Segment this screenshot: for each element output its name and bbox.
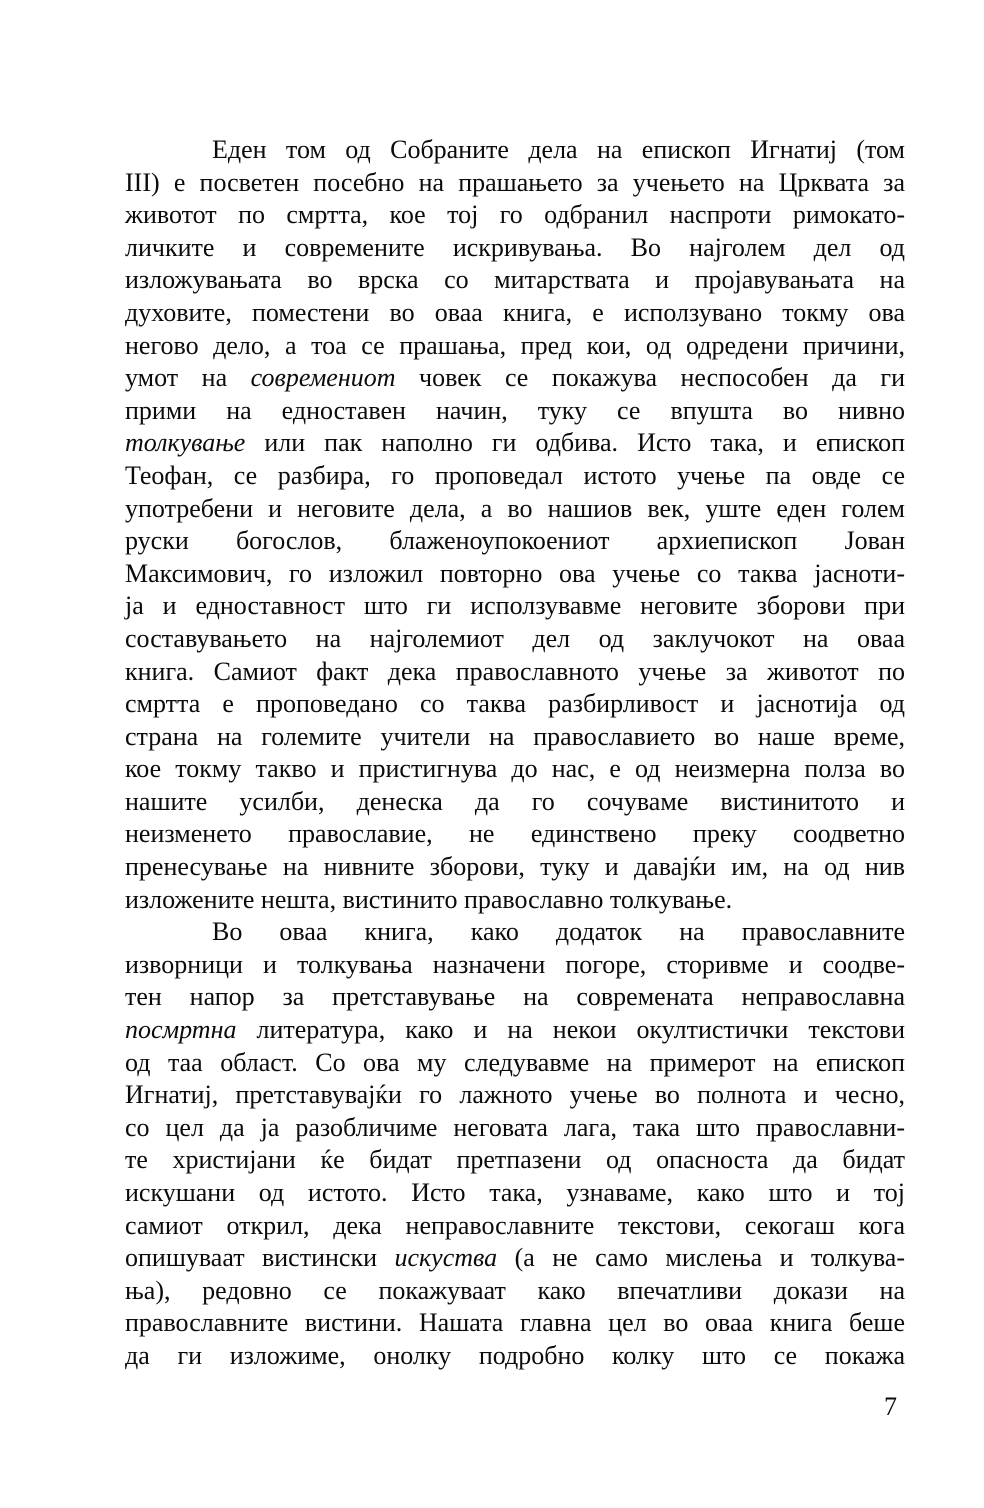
body-text: изложувањата во врска со митарствата и пројавувањата на [125,265,905,295]
body-text: ја и едноставност што ги исползувавме неговите зборови при [125,591,905,621]
text-line [125,232,905,265]
text-line [125,1177,905,1210]
text-line [125,981,905,1014]
text-line [125,330,905,363]
body-text: или пак наполно ги одбива. Исто така, и епископ [245,428,905,458]
body-text: опишуваат вистински [125,1243,395,1273]
text-line [125,362,905,395]
text-block [125,134,905,1373]
body-text: самиот открил, дека неправославните текстови, секогаш кога [125,1210,905,1240]
text-line [125,199,905,232]
text-line [125,884,905,917]
text-line [125,851,905,884]
text-line [125,1275,905,1308]
body-text: животот по смртта, кое тој го одбранил наспроти римокато- [125,200,905,230]
emphasized-text: современиот [250,363,396,393]
text-line [125,753,905,786]
body-text: Максимович, го изложил повторно ова учење со таква јасноти- [125,558,905,588]
text-line [125,949,905,982]
body-text: од таа област. Со ова му следувавме на примерот на епископ [125,1047,905,1077]
text-line [125,656,905,689]
body-text: Теофан, се разбира, го проповедал истото учење па овде се [125,460,905,490]
body-text: книга. Самиот факт дека православното учење за животот по [125,656,905,686]
text-line [125,1047,905,1080]
text-line [125,1014,905,1047]
page-number: 7 [884,1392,897,1421]
body-text: смртта е проповедано со таква разбирливост и јаснотија од [125,689,905,719]
text-line [125,1242,905,1275]
text-line [125,623,905,656]
text-line [125,558,905,591]
text-line [125,264,905,297]
text-line [125,1079,905,1112]
body-text: страна на големите учители на православието во наше време, [125,721,905,751]
text-line [125,1307,905,1340]
body-text: те христијани ќе бидат претпазени од опасноста да бидат [125,1145,905,1175]
text-line [125,395,905,428]
text-line [125,525,905,558]
body-text: (а не само мислења и толкува- [497,1243,906,1273]
text-line [125,1144,905,1177]
body-text: нашите усилби, денеска да го сочуваме вистинитото и [125,786,905,816]
body-text: ња), редовно се покажуваат како впечатливи докази на [125,1275,905,1305]
text-line [125,916,905,949]
body-text: личките и современите искривувања. Во најголем дел од [125,232,905,262]
body-text: изворници и толкувања назначени погоре, сторивме и соодве- [125,949,905,979]
text-line [125,786,905,819]
body-text: да ги изложиме, онолку подробно колку што се покажа [125,1340,905,1370]
text-line [125,721,905,754]
body-text: православните вистини. Нашата главна цел во оваа книга беше [125,1308,905,1338]
body-text: пренесување на нивните зборови, туку и давајќи им, на од нив [125,852,905,882]
emphasized-text: искуства [394,1243,498,1273]
body-text: негово дело, а тоа се прашања, пред кои, од одредени причини, [125,330,905,360]
emphasized-text: толкување [125,428,246,458]
body-text: Во оваа книга, како додаток на православните [212,917,905,947]
text-line [125,818,905,851]
text-line [125,1340,905,1373]
body-text: руски богослов, блаженоупокоениот архиепископ Јован [125,526,905,556]
text-line [125,493,905,526]
text-line [125,1112,905,1145]
body-text: литература, како и на некои окултистички текстови [236,1015,905,1045]
body-text: употребени и неговите дела, а во нашиов век, уште еден голем [125,493,905,523]
body-text: искушани од истото. Исто така, узнаваме, како што и тој [125,1178,905,1207]
body-text: составувањето на најголемиот дел од заклучокот на оваа [125,623,905,653]
text-line [125,427,905,460]
body-text: тен напор за претставување на современата неправославна [125,982,905,1012]
body-text: духовите, поместени во оваа книга, е исползувано токму ова [125,297,905,327]
body-text: кое токму такво и пристигнува до нас, е од неизмерна полза во [125,754,905,784]
text-line [125,167,905,200]
body-text: човек се покажува неспособен да ги [395,363,905,393]
body-text: умот на [125,363,251,393]
text-line [125,297,905,330]
text-line [125,1210,905,1243]
text-line [125,134,905,167]
text-line [125,590,905,623]
body-text: III) е посветен посебно на прашањето за учењето на Црквата за [125,167,905,197]
body-text: прими на едноставен начин, туку се впушта во нивно [125,395,905,425]
text-line [125,460,905,493]
body-text: Игнатиј, претставувајќи го лажното учење во полнота и чесно, [125,1080,905,1110]
body-text: неизменето православие, не единствено преку соодветно [125,819,905,849]
body-text: со цел да ја разобличиме неговата лага, така што православни- [125,1112,905,1142]
body-text: изложените нешта, вистинито православно толкување. [125,884,733,914]
text-line [125,688,905,721]
emphasized-text: посмртна [125,1015,237,1045]
body-text: Еден том од Собраните дела на епископ Игнатиј (том [212,135,905,164]
